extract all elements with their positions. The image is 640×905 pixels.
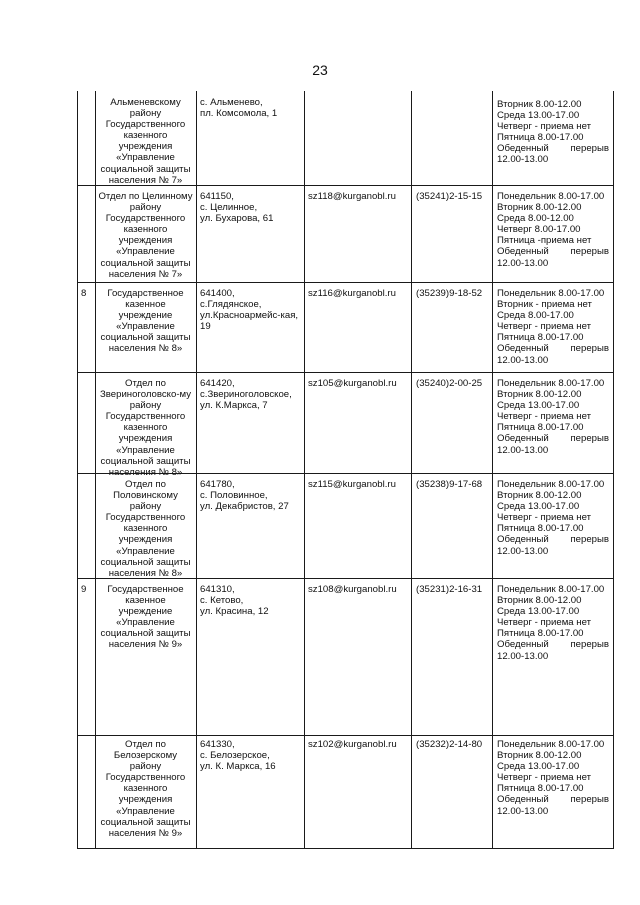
lunch-break [497,534,609,545]
lunch-time: 12.00-13.00 [497,354,549,366]
office-name-line: Государственное [107,288,184,299]
lunch-time: 12.00-13.00 [497,545,549,557]
office-hours-line: Четверг - приема нет [497,617,592,629]
office-hours-line: Среда 13.00-17.00 [497,761,580,773]
office-name-line: Государственного [105,119,186,131]
office-address-line: с.Глядянское, [200,299,262,311]
table-row-rule [77,735,614,736]
office-name-line: Государственного [105,772,186,784]
office-hours-line: Пятница 8.00-17.00 [497,523,584,535]
lunch-word: перерыв [570,246,609,258]
office-name-line: учреждения [118,433,173,445]
office-hours-line: Четверг 8.00-17.00 [497,224,581,236]
office-name-line: Государственного [105,411,186,423]
office-name-line: учреждение [118,310,173,322]
office-name-line: Белозерскому [113,750,178,762]
office-hours-line: Среда 13.00-17.00 [497,400,580,412]
office-hours [497,584,609,662]
office-hours [497,99,609,166]
office-address-line: с. Кетово, [200,595,244,607]
office-address-line: с. Целинное, [200,202,258,214]
office-phone: (35239)9-18-52 [416,288,483,299]
office-name-line: социальной защиты [100,163,191,175]
office-hours-line: Среда 13.00-17.00 [497,110,580,122]
lunch-word: перерыв [570,534,609,546]
lunch-break [497,246,609,257]
office-name-line: учреждения [118,141,173,153]
lunch-label: Обеденный [497,246,549,258]
office-email: sz105@kurganobl.ru [308,378,397,389]
lunch-time: 12.00-13.00 [497,805,549,817]
office-name-line: населения № 9» [108,827,183,839]
office-name-line: Отдел по [125,479,166,490]
office-hours-line: Понедельник 8.00-17.00 [497,288,605,299]
office-address [200,739,302,772]
office-hours-line: Понедельник 8.00-17.00 [497,191,605,202]
office-name [95,191,196,280]
office-address-line: с. Белозерское, [200,750,270,762]
office-name-line: Альменевскому [110,97,181,108]
lunch-word: перерыв [570,639,609,651]
lunch-label: Обеденный [497,794,549,806]
row-number: 8 [81,288,87,299]
office-hours-line: Понедельник 8.00-17.00 [497,479,605,490]
office-hours [497,288,609,366]
office-name-line: казенного [123,422,168,434]
office-address-line: 641330, [200,739,235,750]
lunch-break [497,343,609,354]
lunch-time: 12.00-13.00 [497,650,549,662]
office-hours [497,378,609,456]
office-name [95,584,196,651]
office-phone: (35240)2-00-25 [416,378,483,389]
office-address [200,97,302,119]
office-name-line: казенного [123,224,168,236]
lunch-break [497,639,609,650]
office-address-line: ул.Красноармейс-кая, [200,310,299,322]
office-name-line: району [129,761,162,773]
office-hours-line: Четверг - приема нет [497,772,592,784]
office-hours-line: Понедельник 8.00-17.00 [497,584,605,595]
office-address [200,479,302,512]
office-address-line: 19 [200,321,211,333]
lunch-word: перерыв [570,794,609,806]
office-name-line: Государственного [105,213,186,225]
office-name-line: «Управление [116,444,175,456]
office-hours-line: Среда 13.00-17.00 [497,606,580,618]
office-name-line: казенное [125,595,166,607]
office-name-line: району [129,108,162,120]
office-hours-line: Вторник 8.00-12.00 [497,202,582,214]
lunch-break [497,433,609,444]
office-address-line: 641420, [200,378,235,389]
lunch-time: 12.00-13.00 [497,154,549,166]
office-name-line: «Управление [116,805,175,817]
office-email: sz102@kurganobl.ru [308,739,397,750]
office-hours [497,191,609,269]
office-hours-line: Вторник 8.00-12.00 [497,389,582,401]
office-name-line: Половинскому [113,490,178,502]
office-hours [497,739,609,817]
table-row-rule [77,848,614,849]
office-name [95,97,196,186]
office-email: sz108@kurganobl.ru [308,584,397,595]
office-address-line: с. Половинное, [200,490,268,502]
office-name-line: учреждение [118,606,173,618]
office-phone: (35231)2-16-31 [416,584,483,595]
lunch-break [497,143,609,154]
office-name [95,739,196,839]
office-name-line: социальной защиты [100,628,191,640]
office-address-line: 641780, [200,479,235,490]
office-hours-line: Вторник 8.00-12.00 [497,750,582,762]
office-address [200,191,302,224]
lunch-label: Обеденный [497,639,549,651]
office-name-line: казенное [125,299,166,311]
lunch-word: перерыв [570,433,609,445]
office-address-line: ул. Декабристов, 27 [200,501,289,513]
office-name [95,288,196,355]
office-hours-line: Четверг - приема нет [497,121,592,133]
office-name-line: населения № 7» [108,268,183,280]
lunch-time: 12.00-13.00 [497,444,549,456]
office-hours-line: Пятница 8.00-17.00 [497,132,584,144]
table-row-rule [77,282,614,283]
office-hours-line: Вторник 8.00-12.00 [497,490,582,502]
office-name [95,378,196,478]
office-hours-line: Среда 8.00-17.00 [497,310,574,322]
office-name-line: району [129,400,162,412]
lunch-break [497,794,609,805]
office-address-line: с. Альменево, [200,97,263,108]
office-email: sz116@kurganobl.ru [308,288,396,299]
office-name-line: Государственного [105,512,186,524]
office-name-line: «Управление [116,321,175,333]
office-name-line: району [129,501,162,513]
office-hours-line: Пятница 8.00-17.00 [497,783,584,795]
office-name-line: населения № 8» [108,343,183,355]
office-hours-line: Вторник - приема нет [497,299,592,311]
office-name-line: «Управление [116,246,175,258]
lunch-label: Обеденный [497,534,549,546]
office-hours-line: Пятница 8.00-17.00 [497,628,584,640]
lunch-word: перерыв [570,143,609,155]
office-name-line: социальной защиты [100,816,191,828]
office-name-line: социальной защиты [100,556,191,568]
office-hours-line: Вторник 8.00-12.00 [497,99,582,110]
lunch-word: перерыв [570,343,609,355]
office-name-line: Государственное [107,584,184,595]
page-number: 23 [312,62,328,78]
office-name-line: социальной защиты [100,332,191,344]
office-name-line: «Управление [116,617,175,629]
office-name-line: населения № 8» [108,466,183,478]
office-name-line: казенного [123,130,168,142]
office-address [200,584,302,617]
office-address-line: с.Звериноголовское, [200,389,292,401]
office-name-line: учреждения [118,794,173,806]
office-name-line: Звериноголовско-му [99,389,192,401]
office-phone: (35238)9-17-68 [416,479,483,490]
lunch-label: Обеденный [497,143,549,155]
office-address-line: 641400, [200,288,235,299]
office-email: sz118@kurganobl.ru [308,191,396,202]
office-hours-line: Четверг - приема нет [497,512,592,524]
office-address-line: ул. Красина, 12 [200,606,269,618]
lunch-time: 12.00-13.00 [497,257,549,269]
office-phone: (35241)2-15-15 [416,191,483,202]
office-hours [497,479,609,557]
office-name-line: «Управление [116,152,175,164]
lunch-label: Обеденный [497,433,549,445]
office-name [95,479,196,579]
office-name-line: учреждения [118,534,173,546]
office-name-line: населения № 9» [108,639,183,651]
office-phone: (35232)2-14-80 [416,739,483,750]
office-address-line: ул. К. Маркса, 16 [200,761,276,773]
office-hours-line: Вторник 8.00-12.00 [497,595,582,607]
office-hours-line: Пятница -приема нет [497,235,592,247]
office-name-line: району [129,202,162,214]
row-number: 9 [81,584,87,595]
office-name-line: населения № 7» [108,174,183,186]
office-hours-line: Пятница 8.00-17.00 [497,422,584,434]
office-name-line: казенного [123,783,168,795]
office-hours-line: Понедельник 8.00-17.00 [497,378,605,389]
office-hours-line: Четверг - приема нет [497,411,592,423]
office-hours-line: Понедельник 8.00-17.00 [497,739,605,750]
office-name-line: учреждения [118,235,173,247]
office-address-line: ул. К.Маркса, 7 [200,400,268,412]
office-name-line: Отдел по [125,739,166,750]
office-name-line: населения № 8» [108,567,183,579]
office-hours-line: Среда 8.00-12.00 [497,213,574,225]
table-row-rule [77,372,614,373]
office-hours-line: Пятница 8.00-17.00 [497,332,584,344]
office-address-line: 641150, [200,191,234,202]
office-name-line: «Управление [116,545,175,557]
lunch-label: Обеденный [497,343,549,355]
office-name-line: Отдел по [125,378,166,389]
office-name-line: социальной защиты [100,455,191,467]
office-address [200,378,302,411]
office-address [200,288,302,332]
office-address-line: ул. Бухарова, 61 [200,213,274,225]
office-hours-line: Среда 13.00-17.00 [497,501,580,513]
office-name-line: социальной защиты [100,257,191,269]
office-name-line: казенного [123,523,168,535]
office-name-line: Отдел по Целинному [98,191,193,202]
office-address-line: пл. Комсомола, 1 [200,108,278,120]
office-hours-line: Четверг - приема нет [497,321,592,333]
office-address-line: 641310, [200,584,235,595]
office-email: sz115@kurganobl.ru [308,479,396,490]
